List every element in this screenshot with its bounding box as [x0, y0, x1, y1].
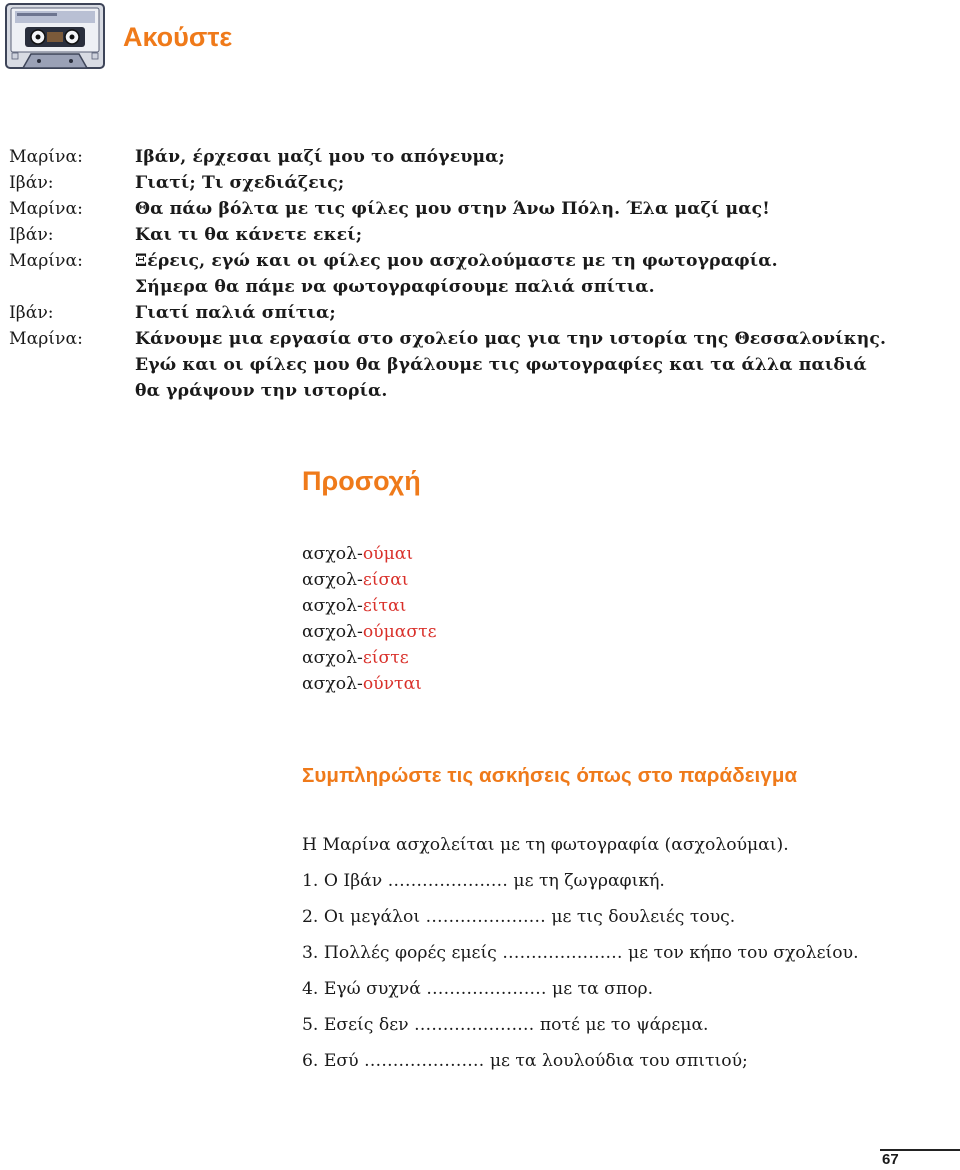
- verb-stem: ασχολ-: [302, 544, 363, 564]
- dialogue-line: Γιατί; Τι σχεδιάζεις;: [135, 173, 345, 193]
- verb-ending: είται: [362, 596, 407, 616]
- page-number: 67: [882, 1151, 899, 1168]
- dialogue-speaker: Μαρίνα:: [9, 329, 83, 349]
- verb-stem: ασχολ-: [302, 570, 363, 590]
- verb-stem: ασχολ-: [302, 596, 363, 616]
- dialogue-speaker: [9, 352, 135, 378]
- dialogue-speaker: Ιβάν:: [9, 173, 54, 193]
- dialogue-line: Εγώ και οι φίλες μου θα βγάλουμε τις φωτογραφίες και τα άλλα παιδιά: [135, 355, 867, 375]
- dialogue-line: θα γράψουν την ιστορία.: [135, 381, 388, 401]
- verb-ending: ούμαστε: [362, 622, 437, 642]
- verb-ending: ούμαι: [362, 544, 414, 564]
- dialogue-line: Ιβάν, έρχεσαι μαζί μου το απόγευμα;: [135, 147, 506, 167]
- dialogue-row: [9, 170, 889, 196]
- exercise-item: 5. Εσείς δεν ………………… ποτέ με το ψάρεμα.: [302, 1015, 709, 1035]
- dialogue-row: [9, 222, 889, 248]
- verb-ending: ούνται: [362, 674, 422, 694]
- verb-stem: ασχολ-: [302, 648, 363, 668]
- verb-stem: ασχολ-: [302, 674, 363, 694]
- dialogue-row: [9, 144, 889, 170]
- conjugation-row: [302, 541, 437, 567]
- dialogue-row: [9, 248, 889, 274]
- dialogue-line: Θα πάω βόλτα με τις φίλες μου στην Άνω Πόλη. Έλα μαζί μας!: [135, 199, 770, 219]
- exercise-item: 6. Εσύ ………………… με τα λουλούδια του σπιτιού;: [302, 1051, 748, 1071]
- dialogue-line: Κάνουμε μια εργασία στο σχολείο μας για την ιστορία της Θεσσαλονίκης.: [135, 329, 887, 349]
- dialogue-speaker: Μαρίνα:: [9, 147, 83, 167]
- dialogue-row: [9, 300, 889, 326]
- conjugation-row: [302, 567, 437, 593]
- conjugation-row: [302, 645, 437, 671]
- dialogue-speaker: [9, 378, 135, 404]
- verb-stem: ασχολ-: [302, 622, 363, 642]
- conjugation-row: [302, 671, 437, 697]
- conjugation-table: [302, 541, 437, 697]
- dialogue: [9, 144, 889, 404]
- exercise-item: 2. Οι μεγάλοι ………………… με τις δουλειές τους.: [302, 907, 736, 927]
- dialogue-row: [9, 378, 889, 404]
- dialogue-speaker: Ιβάν:: [9, 303, 54, 323]
- exercise-list: [302, 832, 859, 1084]
- section-title-attention: Προσοχή: [302, 466, 421, 496]
- dialogue-line: Και τι θα κάνετε εκεί;: [135, 225, 363, 245]
- dialogue-speaker: [9, 274, 135, 300]
- dialogue-line: Ξέρεις, εγώ και οι φίλες μου ασχολούμαστε με τη φωτογραφία.: [135, 251, 778, 271]
- dialogue-speaker: Ιβάν:: [9, 225, 54, 245]
- dialogue-row: [9, 196, 889, 222]
- exercise-item: 1. Ο Ιβάν ………………… με τη ζωγραφική.: [302, 871, 665, 891]
- dialogue-speaker: Μαρίνα:: [9, 199, 83, 219]
- dialogue-speaker: Μαρίνα:: [9, 251, 83, 271]
- cassette-tape-icon: [5, 3, 105, 69]
- section-title-listen: Ακούστε: [123, 22, 233, 52]
- exercise-example: Η Μαρίνα ασχολείται με τη φωτογραφία (ασχολούμαι).: [302, 835, 789, 855]
- verb-ending: είσαι: [362, 570, 409, 590]
- conjugation-row: [302, 619, 437, 645]
- dialogue-line: Σήμερα θα πάμε να φωτογραφίσουμε παλιά σπίτια.: [135, 277, 655, 297]
- dialogue-line: Γιατί παλιά σπίτια;: [135, 303, 336, 323]
- verb-ending: είστε: [362, 648, 409, 668]
- dialogue-row: [9, 326, 889, 352]
- dialogue-row: [9, 274, 889, 300]
- exercise-item: 4. Εγώ συχνά ………………… με τα σπορ.: [302, 979, 654, 999]
- section-title-exercise: Συμπληρώστε τις ασκήσεις όπως στο παράδειγμα: [302, 764, 798, 787]
- conjugation-row: [302, 593, 437, 619]
- dialogue-row: [9, 352, 889, 378]
- exercise-item: 3. Πολλές φορές εμείς ………………… με τον κήπο του σχολείου.: [302, 943, 859, 963]
